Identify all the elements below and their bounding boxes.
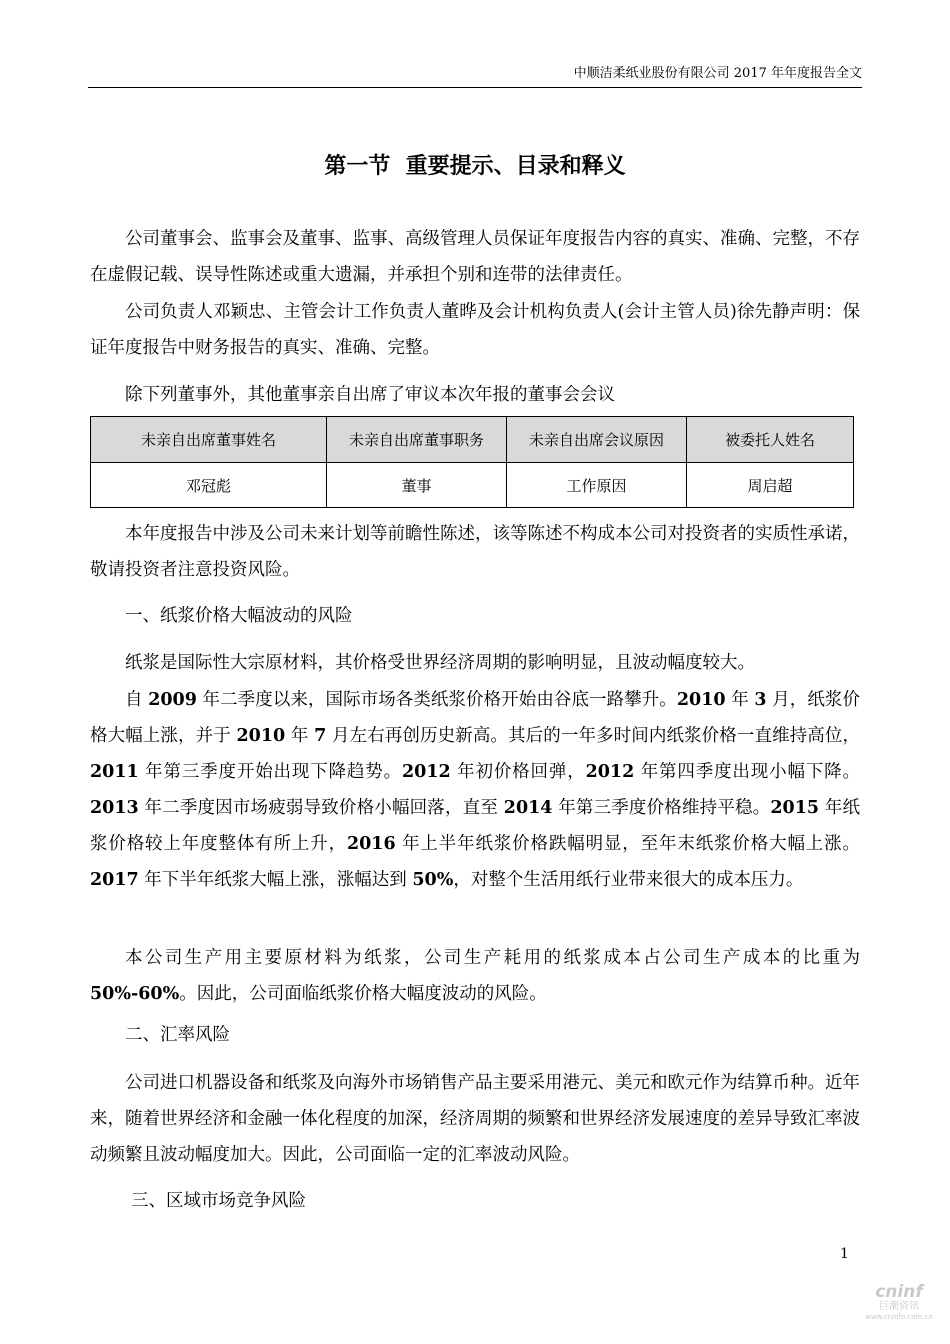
- table-cell: 周启超: [687, 463, 854, 508]
- table-row: [91, 463, 854, 508]
- intro-paragraph-1: 公司董事会、监事会及董事、监事、高级管理人员保证年度报告内容的真实、准确、完整，不存在虚假记载、误导性陈述或重大遗漏，并承担个别和连带的法律责任。: [90, 229, 860, 285]
- risk1-paragraph-2: 自 2009 年二季度以来，国际市场各类纸浆价格开始由谷底一路攀升。2010 年 3 月，纸浆价格大幅上涨，并于 2010 年 7 月左右再创历史新高。其后的一年多时间内纸浆价格一直维持高位，2011 年第三季度开始出现下降趋势。2012 年初价格回弹，2012 年第四季度出现小幅下降。2013 年二季度因市场疲弱导致价格小幅回落，直至 2014 年第三季度价格维持平稳。2015 年纸浆价格较上年度整体有所上升，2016 年上半年纸浆价格跌幅明显，至年末纸浆价格大幅上涨。2017 年下半年纸浆大幅上涨，涨幅达到 50%，对整个生活用纸行业带来很大的成本压力。: [90, 690, 861, 890]
- risk-heading-exchange-rate: 二、汇率风险: [125, 1025, 230, 1045]
- page-number: 1: [840, 1246, 849, 1262]
- table-cell: 工作原因: [507, 463, 687, 508]
- table-cell: 邓冠彪: [91, 463, 327, 508]
- table-header-row: [91, 417, 854, 463]
- header-divider: [88, 87, 862, 88]
- cninfo-watermark-logo: [856, 1283, 942, 1322]
- risk-heading-regional-competition: 三、区域市场竞争风险: [131, 1191, 306, 1211]
- risk1-paragraph-3: 本公司生产用主要原材料为纸浆，公司生产耗用的纸浆成本占公司生产成本的比重为 50%-60%。因此，公司面临纸浆价格大幅度波动的风险。: [90, 948, 860, 1004]
- logo-brand: cninf: [875, 1282, 923, 1302]
- intro-paragraph-2: 公司负责人邓颖忠、主管会计工作负责人董晔及会计机构负责人(会计主管人员)徐先静声明：保证年度报告中财务报告的真实、准确、完整。: [90, 302, 860, 358]
- table-header-cell: 被委托人姓名: [687, 417, 854, 463]
- table-cell: 董事: [327, 463, 507, 508]
- table-header-cell: 未亲自出席会议原因: [507, 417, 687, 463]
- risk-heading-pulp-price: 一、纸浆价格大幅波动的风险: [125, 606, 353, 626]
- section-title: 第一节 重要提示、目录和释义: [324, 153, 626, 179]
- logo-chinese-name: 巨潮资讯: [879, 1301, 919, 1312]
- table-header-cell: 未亲自出席董事姓名: [91, 417, 327, 463]
- forward-looking-statement: 本年度报告中涉及公司未来计划等前瞻性陈述，该等陈述不构成本公司对投资者的实质性承诺，敬请投资者注意投资风险。: [90, 524, 860, 580]
- table-header-cell: 未亲自出席董事职务: [327, 417, 507, 463]
- risk1-paragraph-1: 纸浆是国际性大宗原材料，其价格受世界经济周期的影响明显，且波动幅度较大。: [125, 653, 755, 673]
- intro-paragraph-3: 除下列董事外，其他董事亲自出席了审议本次年报的董事会会议: [125, 385, 615, 405]
- absent-directors-table: [90, 416, 854, 508]
- document-header: 中顺洁柔纸业股份有限公司 2017 年年度报告全文: [573, 66, 862, 81]
- logo-url: www.cninfo.com.cn: [865, 1313, 933, 1321]
- risk2-paragraph-1: 公司进口机器设备和纸浆及向海外市场销售产品主要采用港元、美元和欧元作为结算币种。近年来，随着世界经济和金融一体化程度的加深，经济周期的频繁和世界经济发展速度的差异导致汇率波动频繁且波动幅度加大。因此，公司面临一定的汇率波动风险。: [90, 1073, 860, 1165]
